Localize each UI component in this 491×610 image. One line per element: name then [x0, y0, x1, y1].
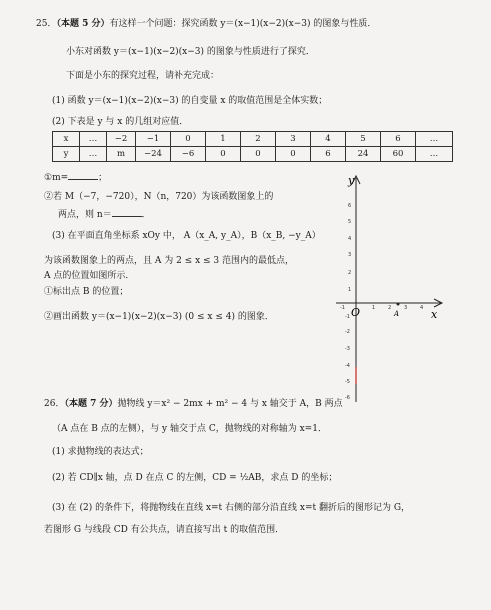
y-tick-label: 6: [348, 203, 352, 209]
table-cell: 4: [311, 132, 346, 147]
table-cell: 24: [346, 147, 381, 162]
q25-sub2b-label: 两点，则 n＝: [58, 210, 112, 220]
q26-part1: (1) 求抛物线的表达式；: [52, 447, 149, 457]
q25-part1: (1) 函数 y＝(x−1)(x−2)(x−3) 的自变量 x 的取值范围是全体实数；: [52, 96, 328, 106]
q25-part3b: 为该函数图象上的两点，且 A 为 2 ≤ x ≤ 3 范围内的最低点，: [44, 256, 294, 266]
y-tick-label: -2: [345, 329, 350, 335]
answer-blank-n[interactable]: [112, 207, 142, 217]
y-tick-label: 1: [348, 287, 352, 293]
q25-sub1: ①m= ；: [44, 170, 107, 184]
table-cell: 1: [206, 132, 241, 147]
q26-line1: [44, 398, 343, 410]
q25-sub2b: 两点，则 n＝ ．: [58, 207, 151, 221]
x-tick-label: 2: [388, 305, 392, 311]
table-cell: m: [107, 147, 136, 162]
q25-sub1-label: ①m=: [44, 173, 69, 183]
table-cell: −1: [136, 132, 171, 147]
q26-line2: （A 点在 B 点的左侧），与 y 轴交于点 C，抛物线的对称轴为 x=1．: [52, 424, 327, 434]
q25-part3e: ②画出函数 y＝(x−1)(x−2)(x−3) (0 ≤ x ≤ 4) 的图象．: [44, 312, 274, 322]
table-cell: 2: [241, 132, 276, 147]
y-tick-label: 3: [348, 252, 352, 258]
y-tick-label: -4: [345, 363, 350, 369]
q26-line1-text: 抛物线 y＝x² − 2mx + m² − 4 与 x 轴交于 A，B 两点: [117, 399, 343, 409]
q25-header: [36, 18, 376, 30]
x-tick-label: 1: [372, 305, 376, 311]
q25-part2: (2) 下表是 y 与 x 的几组对应值．: [52, 117, 189, 127]
q26-part2: (2) 若 CD∥x 轴，点 D 在点 C 的左侧，CD = ½AB，求点 D 的坐标；: [52, 473, 338, 483]
x-tick-label: 4: [420, 305, 424, 311]
y-tick-label: 2: [348, 270, 352, 276]
answer-blank-m[interactable]: [68, 170, 98, 180]
table-cell: −6: [171, 147, 206, 162]
table-cell: 0: [241, 147, 276, 162]
y-tick-label: -1: [345, 314, 350, 320]
q25-process: 下面是小东的探究过程，请补充完成：: [66, 71, 220, 81]
table-cell: 0: [206, 147, 241, 162]
y-tick-label: -3: [345, 346, 350, 352]
table-cell: 60: [381, 147, 416, 162]
q25-intro: 小东对函数 y＝(x−1)(x−2)(x−3) 的图象与性质进行了探究．: [66, 47, 315, 57]
q26-part3: (3) 在 (2) 的条件下，将抛物线在直线 x=t 右侧的部分沿直线 x=t 翻折后的图形记为 G，: [52, 503, 411, 513]
point-a-label: A: [394, 310, 400, 318]
q26-part3-cont: 若图形 G 与线段 CD 有公共点，请直接写出 t 的取值范围．: [44, 525, 285, 535]
x-tick-label: 3: [404, 305, 408, 311]
y-tick-label: 4: [348, 236, 352, 242]
table-cell: …: [416, 132, 453, 147]
table-cell: −24: [136, 147, 171, 162]
table-row-x: [53, 132, 453, 147]
table-cell: −2: [107, 132, 136, 147]
q25-part3d: ①标出点 B 的位置；: [44, 287, 129, 297]
table-row-y: [53, 147, 453, 162]
x-tick-label: -1: [340, 305, 345, 311]
coordinate-graph: [330, 170, 445, 405]
y-tick-label: -6: [345, 395, 350, 401]
origin-label: O: [351, 306, 361, 319]
q25-part3a: (3) 在平面直角坐标系 xOy 中， A（x_A, y_A），B（x_B, −y_A）: [52, 231, 321, 241]
q25-number: 25．: [36, 19, 57, 29]
table-cell: x: [53, 132, 80, 147]
y-tick-label: 5: [348, 219, 352, 225]
point-a-dot: [397, 303, 400, 306]
x-axis-label: x: [431, 308, 438, 321]
table-cell: 5: [346, 132, 381, 147]
table-cell: …: [80, 147, 107, 162]
table-cell: 6: [311, 147, 346, 162]
q25-sub2a: ②若 M（−7，−720），N（n，720）为该函数图象上的: [44, 192, 274, 202]
table-cell: …: [80, 132, 107, 147]
table-cell: 0: [276, 147, 311, 162]
value-table: [52, 131, 453, 162]
y-axis-label: y: [348, 174, 355, 187]
y-tick-label: -5: [345, 379, 350, 385]
table-cell: 6: [381, 132, 416, 147]
q26-points: （本题 7 分）: [64, 399, 118, 409]
q25-header-text: 有这样一个问题：探究函数 y＝(x−1)(x−2)(x−3) 的图象与性质．: [109, 19, 377, 29]
table-cell: …: [416, 147, 453, 162]
table-cell: y: [53, 147, 80, 162]
q25-part3c: A 点的位置如图所示．: [44, 271, 135, 281]
table-cell: 0: [171, 132, 206, 147]
table-cell: 3: [276, 132, 311, 147]
q25-points: （本题 5 分）: [56, 19, 110, 29]
q26-number: 26．: [44, 399, 65, 409]
